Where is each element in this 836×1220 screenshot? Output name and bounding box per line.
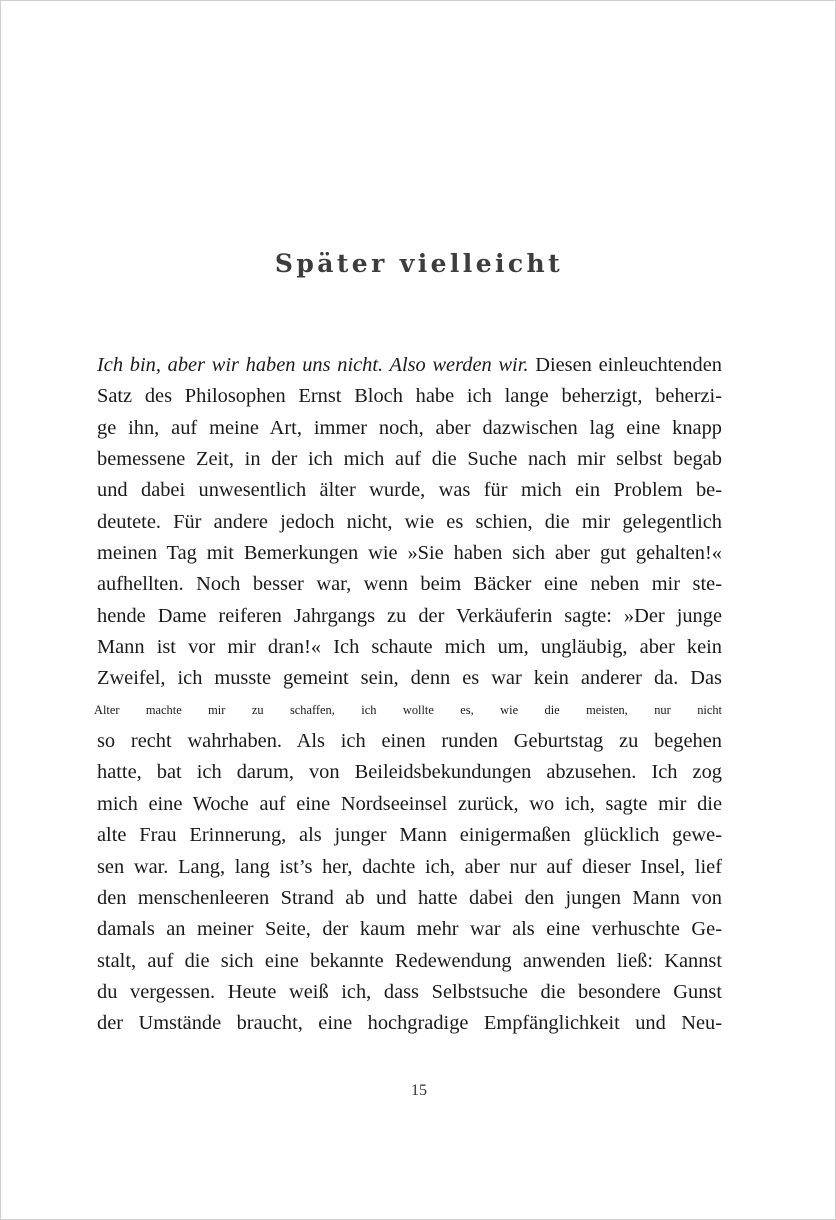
text-line: hatte, bat ich darum, von Beileidsbekundungen abzusehen. Ich zog — [97, 761, 722, 784]
text-line: der Umstände braucht, eine hochgradige Empfänglichkeit und Neu- — [97, 1012, 722, 1035]
text-line: ge ihn, auf meine Art, immer noch, aber dazwischen lag eine knapp — [97, 416, 722, 439]
text-line: stalt, auf die sich eine bekannte Redewendung anwenden ließ: Kannst — [97, 949, 722, 972]
text-line: Mann ist vor mir dran!« Ich schaute mich um, ungläubig, aber kein — [97, 636, 722, 659]
text-line: bemessene Zeit, in der ich mich auf die Suche nach mir selbst begab — [97, 448, 722, 471]
text-line: mich eine Woche auf eine Nordseeinsel zurück, wo ich, sagte mir die — [97, 792, 722, 815]
page-number: 15 — [411, 1082, 427, 1099]
text-line: damals an meiner Seite, der kaum mehr war als eine verhuschte Ge- — [97, 918, 722, 941]
text-line: sen war. Lang, lang ist’s her, dachte ich, aber nur auf dieser Insel, lief — [97, 855, 722, 878]
text-line-rest: Diesen einleuchtenden — [528, 354, 722, 376]
text-line: Satz des Philosophen Ernst Bloch habe ich lange beherzigt, beherzi- — [97, 385, 722, 408]
text-line: aufhellten. Noch besser war, wenn beim Bäcker eine neben mir ste- — [97, 573, 722, 596]
text-line: deutete. Für andere jedoch nicht, wie es schien, die mir gelegentlich — [97, 510, 722, 533]
text-line: hende Dame reiferen Jahrgangs zu der Verkäuferin sagte: »Der junge — [97, 604, 722, 627]
quote-italic: Ich bin, aber wir haben uns nicht. Also werden wir. — [97, 354, 529, 376]
text-line: alte Frau Erinnerung, als junger Mann einigermaßen glücklich gewe- — [97, 824, 722, 847]
text-line: Zweifel, ich musste gemeint sein, denn es war kein anderer da. Das — [97, 667, 722, 690]
chapter-body-text — [94, 350, 722, 1040]
text-line: und dabei unwesentlich älter wurde, was für mich ein Problem be- — [97, 479, 722, 502]
text-line: den menschenleeren Strand ab und hatte dabei den jungen Mann von — [97, 886, 722, 909]
text-line: so recht wahrhaben. Als ich einen runden Geburtstag zu begehen — [97, 730, 722, 753]
text-line: meinen Tag mit Bemerkungen wie »Sie haben sich aber gut gehalten!« — [97, 542, 722, 565]
text-line — [97, 350, 722, 381]
chapter-title: Später vielleicht — [274, 249, 564, 278]
text-line: Alter machte mir zu schaffen, ich wollte es, wie die meisten, nur nicht — [94, 702, 722, 717]
text-line: du vergessen. Heute weiß ich, dass Selbstsuche die besondere Gunst — [97, 980, 722, 1003]
